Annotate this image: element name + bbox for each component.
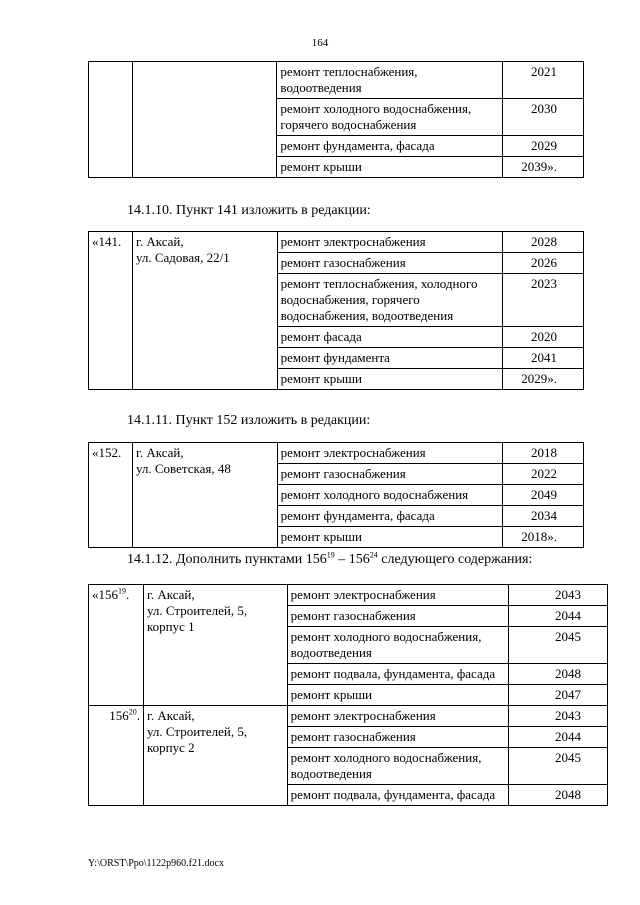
work-cell: ремонт теплоснабжения, холодного водоснабжения, горячего водоснабжения, водоотведения	[277, 274, 502, 327]
year-cell: 2048	[509, 664, 608, 685]
work-cell: ремонт крыши	[277, 157, 503, 178]
work-cell: ремонт подвала, фундамента, фасада	[287, 785, 509, 806]
address-cell	[132, 443, 277, 548]
table-continuation	[88, 61, 584, 178]
table-row	[89, 232, 584, 253]
work-cell: ремонт крыши	[277, 369, 502, 390]
year-cell: 2045	[509, 748, 608, 785]
work-cell: ремонт холодного водоснабжения, горячего водоснабжения	[277, 99, 503, 136]
work-cell: ремонт газоснабжения	[287, 606, 509, 627]
work-cell: ремонт газоснабжения	[277, 253, 502, 274]
year-cell: 2034	[503, 506, 584, 527]
number-cell	[89, 706, 144, 806]
work-cell: ремонт газоснабжения	[277, 464, 502, 485]
page-number: 164	[311, 37, 329, 49]
superscript: 19	[118, 586, 126, 596]
paragraph-text: 14.1.12. Дополнить пунктами 156	[127, 552, 327, 567]
footer-file-path: Y:\ORST\Ppo\1122p960.f21.docx	[88, 858, 224, 869]
item-number: «156	[92, 587, 118, 602]
number-cell: «141.	[89, 232, 133, 390]
work-cell: ремонт крыши	[287, 685, 509, 706]
superscript: 20	[128, 707, 137, 717]
address-line: корпус 1	[146, 619, 195, 634]
address-line: ул. Строителей, 5,	[146, 603, 248, 618]
table-items-156	[88, 584, 608, 806]
paragraph-text: – 156	[334, 552, 370, 567]
address-line: г. Аксай,	[135, 445, 184, 460]
item-number: 156	[109, 708, 129, 723]
work-cell: ремонт холодного водоснабжения, водоотведения	[287, 627, 509, 664]
table-item-152	[88, 442, 584, 548]
table-row	[89, 443, 584, 464]
work-cell: ремонт электроснабжения	[277, 232, 502, 253]
year-cell: 2048	[509, 785, 608, 806]
paragraph-14-1-12	[127, 552, 532, 568]
work-cell: ремонт крыши	[277, 527, 502, 548]
year-cell: 2045	[509, 627, 608, 664]
year-cell: 2029	[503, 136, 584, 157]
year-cell: 2043	[509, 585, 608, 606]
address-line: корпус 2	[146, 740, 195, 755]
address-line: ул. Советская, 48	[135, 461, 231, 476]
work-cell: ремонт газоснабжения	[287, 727, 509, 748]
table-item-141	[88, 231, 584, 390]
item-number-suffix: .	[126, 587, 130, 602]
year-cell: 2018».	[503, 527, 584, 548]
year-cell: 2023	[503, 274, 584, 327]
work-cell: ремонт электроснабжения	[277, 443, 502, 464]
year-cell: 2043	[509, 706, 608, 727]
address-line: ул. Строителей, 5,	[146, 724, 248, 739]
work-cell: ремонт холодного водоснабжения, водоотведения	[287, 748, 509, 785]
work-cell: ремонт холодного водоснабжения	[277, 485, 502, 506]
year-cell: 2044	[509, 727, 608, 748]
address-line: г. Аксай,	[146, 708, 195, 723]
year-cell: 2030	[503, 99, 584, 136]
paragraph-14-1-11: 14.1.11. Пункт 152 изложить в редакции:	[127, 413, 371, 428]
address-cell	[132, 62, 277, 178]
item-number-suffix: .	[136, 708, 140, 723]
number-cell: «152.	[89, 443, 133, 548]
address-line: ул. Садовая, 22/1	[135, 250, 230, 265]
work-cell: ремонт фундамента, фасада	[277, 136, 503, 157]
number-cell	[89, 62, 133, 178]
table-row	[89, 706, 608, 727]
year-cell: 2041	[503, 348, 584, 369]
work-cell: ремонт теплоснабжения, водоотведения	[277, 62, 503, 99]
work-cell: ремонт электроснабжения	[287, 585, 509, 606]
work-cell: ремонт фундамента	[277, 348, 502, 369]
work-cell: ремонт фундамента, фасада	[277, 506, 502, 527]
year-cell: 2026	[503, 253, 584, 274]
address-line: г. Аксай,	[135, 234, 184, 249]
year-cell: 2029».	[503, 369, 584, 390]
superscript: 19	[326, 550, 335, 560]
work-cell: ремонт подвала, фундамента, фасада	[287, 664, 509, 685]
address-line: г. Аксай,	[146, 587, 195, 602]
year-cell: 2022	[503, 464, 584, 485]
address-cell	[143, 585, 287, 706]
year-cell: 2044	[509, 606, 608, 627]
table-row	[89, 62, 584, 99]
address-cell	[143, 706, 287, 806]
year-cell: 2021	[503, 62, 584, 99]
year-cell: 2049	[503, 485, 584, 506]
superscript: 24	[369, 550, 378, 560]
year-cell: 2018	[503, 443, 584, 464]
year-cell: 2047	[509, 685, 608, 706]
paragraph-text: следующего содержания:	[377, 552, 533, 567]
work-cell: ремонт фасада	[277, 327, 502, 348]
year-cell: 2039».	[503, 157, 584, 178]
year-cell: 2020	[503, 327, 584, 348]
paragraph-14-1-10: 14.1.10. Пункт 141 изложить в редакции:	[127, 203, 371, 218]
address-cell	[132, 232, 277, 390]
year-cell: 2028	[503, 232, 584, 253]
work-cell: ремонт электроснабжения	[287, 706, 509, 727]
table-row	[89, 585, 608, 606]
number-cell	[89, 585, 144, 706]
